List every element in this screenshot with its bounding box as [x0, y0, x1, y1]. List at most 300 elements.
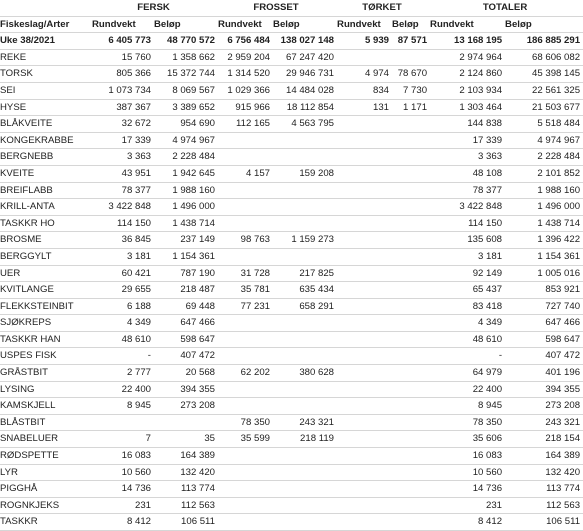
cell-totaler-belop: 22 561 325: [505, 82, 583, 99]
cell-fersk-belop: 2 228 484: [154, 149, 218, 166]
cell-totaler-rundvekt: 83 418: [430, 298, 505, 315]
cell-frosset-belop: 159 208: [273, 165, 337, 182]
table-row: [0, 66, 583, 83]
cell-frosset-belop: [273, 149, 337, 166]
cell-torket-rundvekt: [337, 199, 392, 216]
table-row: [0, 199, 583, 216]
cell-totaler-rundvekt: 8 945: [430, 398, 505, 415]
cell-fersk-belop: 787 190: [154, 265, 218, 282]
cell-totaler-belop: 1 496 000: [505, 199, 583, 216]
group-header-row: [0, 0, 583, 16]
cell-totaler-belop: 2 101 852: [505, 165, 583, 182]
species-name: BERGNEBB: [0, 149, 92, 166]
column-header-fiskeslag: Fiskeslag/Arter: [0, 16, 92, 33]
table-row: [0, 414, 583, 431]
table-row: [0, 497, 583, 514]
cell-fersk-belop: 4 974 967: [154, 132, 218, 149]
cell-torket-belop: [392, 348, 430, 365]
column-header-rundvekt: Rundvekt: [337, 16, 392, 33]
cell-frosset-belop: 218 119: [273, 431, 337, 448]
table-row: [0, 514, 583, 531]
cell-totaler-belop: 394 355: [505, 381, 583, 398]
cell-fersk-rundvekt: 4 349: [92, 315, 154, 332]
cell-totaler-belop: 243 321: [505, 414, 583, 431]
cell-totaler-rundvekt: 17 339: [430, 132, 505, 149]
cell-frosset-rundvekt: [218, 481, 273, 498]
table-row: [0, 82, 583, 99]
cell-torket-rundvekt: [337, 298, 392, 315]
cell-fersk-belop: 113 774: [154, 481, 218, 498]
cell-frosset-rundvekt: 4 157: [218, 165, 273, 182]
species-name: TASKKR: [0, 514, 92, 531]
cell-fersk-rundvekt: 2 777: [92, 365, 154, 382]
cell-totaler-rundvekt: 22 400: [430, 381, 505, 398]
cell-fersk-belop: 164 389: [154, 448, 218, 465]
total-frosset-rundvekt: 6 756 484: [218, 33, 273, 50]
cell-torket-rundvekt: [337, 497, 392, 514]
group-header-fersk: FERSK: [92, 0, 218, 16]
cell-totaler-belop: 218 154: [505, 431, 583, 448]
cell-fersk-rundvekt: 3 181: [92, 248, 154, 265]
cell-totaler-rundvekt: 2 103 934: [430, 82, 505, 99]
cell-frosset-belop: [273, 514, 337, 531]
cell-fersk-belop: 106 511: [154, 514, 218, 531]
cell-fersk-belop: 647 466: [154, 315, 218, 332]
cell-frosset-belop: 29 946 731: [273, 66, 337, 83]
cell-fersk-belop: 218 487: [154, 282, 218, 299]
cell-frosset-belop: 243 321: [273, 414, 337, 431]
table-row: [0, 398, 583, 415]
cell-torket-belop: [392, 481, 430, 498]
table-row: [0, 381, 583, 398]
cell-totaler-belop: 4 974 967: [505, 132, 583, 149]
table-row: [0, 365, 583, 382]
column-header-belop: Beløp: [392, 16, 430, 33]
table-row: [0, 481, 583, 498]
species-name: LYR: [0, 464, 92, 481]
column-header-rundvekt: Rundvekt: [430, 16, 505, 33]
cell-frosset-rundvekt: [218, 348, 273, 365]
cell-frosset-rundvekt: 2 959 204: [218, 49, 273, 66]
cell-frosset-belop: [273, 132, 337, 149]
cell-fersk-belop: [154, 414, 218, 431]
species-name: HYSE: [0, 99, 92, 116]
cell-frosset-rundvekt: [218, 331, 273, 348]
species-name: KVITLANGE: [0, 282, 92, 299]
cell-torket-rundvekt: [337, 165, 392, 182]
species-name: KVEITE: [0, 165, 92, 182]
cell-frosset-rundvekt: [218, 315, 273, 332]
cell-fersk-belop: 132 420: [154, 464, 218, 481]
total-totaler-rundvekt: 13 168 195: [430, 33, 505, 50]
cell-torket-belop: [392, 431, 430, 448]
cell-frosset-belop: 380 628: [273, 365, 337, 382]
cell-totaler-rundvekt: 14 736: [430, 481, 505, 498]
cell-totaler-rundvekt: 48 108: [430, 165, 505, 182]
cell-totaler-belop: 598 647: [505, 331, 583, 348]
cell-torket-rundvekt: [337, 149, 392, 166]
cell-torket-rundvekt: [337, 132, 392, 149]
cell-fersk-belop: 20 568: [154, 365, 218, 382]
total-totaler-belop: 186 885 291: [505, 33, 583, 50]
cell-frosset-rundvekt: 98 763: [218, 232, 273, 249]
table-row: [0, 149, 583, 166]
cell-fersk-rundvekt: -: [92, 348, 154, 365]
cell-totaler-belop: 68 606 082: [505, 49, 583, 66]
cell-frosset-rundvekt: 31 728: [218, 265, 273, 282]
table-row: [0, 182, 583, 199]
cell-totaler-belop: 407 472: [505, 348, 583, 365]
species-name: TORSK: [0, 66, 92, 83]
cell-frosset-rundvekt: 35 781: [218, 282, 273, 299]
cell-frosset-rundvekt: 35 599: [218, 431, 273, 448]
cell-frosset-belop: 635 434: [273, 282, 337, 299]
table-row: [0, 232, 583, 249]
cell-frosset-rundvekt: 112 165: [218, 116, 273, 133]
cell-frosset-belop: 67 247 420: [273, 49, 337, 66]
cell-frosset-belop: [273, 331, 337, 348]
cell-totaler-rundvekt: 144 838: [430, 116, 505, 133]
cell-torket-rundvekt: [337, 232, 392, 249]
cell-torket-belop: [392, 182, 430, 199]
table-body: [0, 33, 583, 531]
cell-fersk-belop: 237 149: [154, 232, 218, 249]
cell-totaler-belop: 45 398 145: [505, 66, 583, 83]
cell-totaler-belop: 164 389: [505, 448, 583, 465]
cell-torket-belop: [392, 464, 430, 481]
cell-torket-rundvekt: [337, 398, 392, 415]
species-name: ROGNKJEKS: [0, 497, 92, 514]
cell-frosset-belop: 217 825: [273, 265, 337, 282]
cell-frosset-rundvekt: [218, 182, 273, 199]
cell-frosset-rundvekt: 62 202: [218, 365, 273, 382]
cell-torket-belop: [392, 298, 430, 315]
cell-torket-belop: 1 171: [392, 99, 430, 116]
cell-fersk-rundvekt: 17 339: [92, 132, 154, 149]
cell-frosset-rundvekt: 1 029 366: [218, 82, 273, 99]
species-name: KONGEKRABBE: [0, 132, 92, 149]
cell-fersk-belop: 273 208: [154, 398, 218, 415]
cell-frosset-belop: [273, 398, 337, 415]
cell-frosset-belop: [273, 199, 337, 216]
cell-totaler-rundvekt: 78 377: [430, 182, 505, 199]
cell-totaler-belop: 21 503 677: [505, 99, 583, 116]
cell-fersk-rundvekt: 78 377: [92, 182, 154, 199]
cell-totaler-rundvekt: 48 610: [430, 331, 505, 348]
table-row: [0, 348, 583, 365]
cell-torket-belop: [392, 232, 430, 249]
column-header-belop: Beløp: [505, 16, 583, 33]
column-header-rundvekt: Rundvekt: [92, 16, 154, 33]
table-row: [0, 132, 583, 149]
cell-torket-rundvekt: [337, 315, 392, 332]
cell-frosset-rundvekt: [218, 381, 273, 398]
cell-fersk-rundvekt: 15 760: [92, 49, 154, 66]
cell-torket-rundvekt: [337, 414, 392, 431]
table-row: [0, 116, 583, 133]
cell-fersk-belop: 1 358 662: [154, 49, 218, 66]
cell-totaler-rundvekt: 135 608: [430, 232, 505, 249]
cell-frosset-rundvekt: [218, 398, 273, 415]
cell-frosset-rundvekt: [218, 464, 273, 481]
table-row: [0, 298, 583, 315]
cell-torket-belop: [392, 132, 430, 149]
cell-totaler-rundvekt: 92 149: [430, 265, 505, 282]
cell-torket-belop: [392, 49, 430, 66]
cell-fersk-rundvekt: 114 150: [92, 215, 154, 232]
species-name: KRILL-ANTA: [0, 199, 92, 216]
totals-row: [0, 33, 583, 50]
total-frosset-belop: 138 027 148: [273, 33, 337, 50]
cell-fersk-rundvekt: 6 188: [92, 298, 154, 315]
cell-frosset-rundvekt: 77 231: [218, 298, 273, 315]
cell-fersk-rundvekt: 36 845: [92, 232, 154, 249]
species-name: LYSING: [0, 381, 92, 398]
cell-frosset-belop: 658 291: [273, 298, 337, 315]
cell-frosset-belop: [273, 497, 337, 514]
cell-fersk-rundvekt: 3 363: [92, 149, 154, 166]
species-name: BREIFLABB: [0, 182, 92, 199]
column-header-rundvekt: Rundvekt: [218, 16, 273, 33]
cell-fersk-belop: 1 942 645: [154, 165, 218, 182]
cell-frosset-belop: [273, 248, 337, 265]
species-name: USPES FISK: [0, 348, 92, 365]
cell-frosset-rundvekt: 1 314 520: [218, 66, 273, 83]
cell-totaler-belop: 1 438 714: [505, 215, 583, 232]
species-name: PIGGHÅ: [0, 481, 92, 498]
cell-fersk-belop: 1 496 000: [154, 199, 218, 216]
cell-fersk-belop: 394 355: [154, 381, 218, 398]
species-name: RØDSPETTE: [0, 448, 92, 465]
species-name: KAMSKJELL: [0, 398, 92, 415]
cell-fersk-rundvekt: 3 422 848: [92, 199, 154, 216]
cell-fersk-belop: 112 563: [154, 497, 218, 514]
cell-fersk-belop: 1 988 160: [154, 182, 218, 199]
cell-fersk-belop: 598 647: [154, 331, 218, 348]
cell-fersk-belop: 3 389 652: [154, 99, 218, 116]
cell-totaler-belop: 1 396 422: [505, 232, 583, 249]
cell-totaler-rundvekt: 2 124 860: [430, 66, 505, 83]
group-header-totaler: TOTALER: [430, 0, 583, 16]
cell-totaler-belop: 112 563: [505, 497, 583, 514]
cell-frosset-belop: [273, 182, 337, 199]
cell-torket-rundvekt: 131: [337, 99, 392, 116]
cell-torket-belop: 7 730: [392, 82, 430, 99]
total-torket-rundvekt: 5 939: [337, 33, 392, 50]
species-name: GRÅSTBIT: [0, 365, 92, 382]
cell-frosset-rundvekt: [218, 149, 273, 166]
cell-totaler-rundvekt: 4 349: [430, 315, 505, 332]
total-torket-belop: 87 571: [392, 33, 430, 50]
cell-torket-belop: [392, 149, 430, 166]
cell-totaler-belop: 1 154 361: [505, 248, 583, 265]
cell-fersk-rundvekt: 16 083: [92, 448, 154, 465]
cell-fersk-rundvekt: [92, 414, 154, 431]
cell-totaler-belop: 401 196: [505, 365, 583, 382]
cell-totaler-belop: 106 511: [505, 514, 583, 531]
cell-torket-rundvekt: [337, 481, 392, 498]
table-row: [0, 265, 583, 282]
cell-frosset-belop: [273, 348, 337, 365]
species-name: FLEKKSTEINBIT: [0, 298, 92, 315]
species-name: SJØKREPS: [0, 315, 92, 332]
cell-fersk-belop: 8 069 567: [154, 82, 218, 99]
total-fersk-belop: 48 770 572: [154, 33, 218, 50]
cell-totaler-rundvekt: 64 979: [430, 365, 505, 382]
cell-frosset-belop: 18 112 854: [273, 99, 337, 116]
cell-fersk-belop: 954 690: [154, 116, 218, 133]
cell-torket-rundvekt: [337, 331, 392, 348]
cell-fersk-belop: 1 154 361: [154, 248, 218, 265]
cell-fersk-rundvekt: 48 610: [92, 331, 154, 348]
species-name: TASKKR HAN: [0, 331, 92, 348]
species-name: BLÅKVEITE: [0, 116, 92, 133]
cell-totaler-rundvekt: 35 606: [430, 431, 505, 448]
cell-totaler-belop: 1 988 160: [505, 182, 583, 199]
cell-torket-rundvekt: [337, 265, 392, 282]
table-row: [0, 215, 583, 232]
table-row: [0, 331, 583, 348]
cell-totaler-belop: 2 228 484: [505, 149, 583, 166]
table-row: [0, 248, 583, 265]
table-row: [0, 448, 583, 465]
group-header-frosset: FROSSET: [218, 0, 337, 16]
cell-torket-rundvekt: [337, 215, 392, 232]
cell-totaler-belop: 1 005 016: [505, 265, 583, 282]
species-name: TASKKR HO: [0, 215, 92, 232]
cell-fersk-rundvekt: 8 412: [92, 514, 154, 531]
table-row: [0, 99, 583, 116]
species-name: BERGGYLT: [0, 248, 92, 265]
cell-torket-belop: [392, 165, 430, 182]
cell-frosset-belop: 1 159 273: [273, 232, 337, 249]
totals-label: Uke 38/2021: [0, 33, 92, 50]
cell-frosset-rundvekt: [218, 514, 273, 531]
cell-frosset-rundvekt: [218, 199, 273, 216]
group-header-torket: TØRKET: [337, 0, 430, 16]
table-row: [0, 431, 583, 448]
table-row: [0, 282, 583, 299]
species-name: BROSME: [0, 232, 92, 249]
table-row: [0, 315, 583, 332]
cell-torket-belop: [392, 315, 430, 332]
cell-frosset-rundvekt: [218, 248, 273, 265]
cell-totaler-rundvekt: 3 363: [430, 149, 505, 166]
cell-torket-belop: 78 670: [392, 66, 430, 83]
cell-totaler-belop: 727 740: [505, 298, 583, 315]
cell-totaler-belop: 647 466: [505, 315, 583, 332]
cell-torket-belop: [392, 265, 430, 282]
species-name: SEI: [0, 82, 92, 99]
cell-torket-belop: [392, 248, 430, 265]
group-header-empty: [0, 0, 92, 16]
cell-fersk-rundvekt: 10 560: [92, 464, 154, 481]
table-row: [0, 49, 583, 66]
cell-totaler-belop: 273 208: [505, 398, 583, 415]
total-fersk-rundvekt: 6 405 773: [92, 33, 154, 50]
cell-torket-belop: [392, 215, 430, 232]
cell-fersk-rundvekt: 7: [92, 431, 154, 448]
cell-frosset-belop: [273, 315, 337, 332]
cell-totaler-rundvekt: 8 412: [430, 514, 505, 531]
column-header-belop: Beløp: [273, 16, 337, 33]
cell-torket-rundvekt: [337, 431, 392, 448]
cell-frosset-belop: 4 563 795: [273, 116, 337, 133]
cell-totaler-rundvekt: 1 303 464: [430, 99, 505, 116]
table-row: [0, 165, 583, 182]
species-name: SNABELUER: [0, 431, 92, 448]
cell-torket-belop: [392, 381, 430, 398]
cell-totaler-rundvekt: 10 560: [430, 464, 505, 481]
cell-fersk-rundvekt: 22 400: [92, 381, 154, 398]
cell-torket-rundvekt: [337, 182, 392, 199]
cell-fersk-rundvekt: 805 366: [92, 66, 154, 83]
table-row: [0, 464, 583, 481]
cell-fersk-rundvekt: 43 951: [92, 165, 154, 182]
cell-torket-belop: [392, 497, 430, 514]
cell-totaler-rundvekt: 65 437: [430, 282, 505, 299]
cell-totaler-belop: 853 921: [505, 282, 583, 299]
cell-fersk-rundvekt: 32 672: [92, 116, 154, 133]
cell-torket-rundvekt: [337, 282, 392, 299]
cell-torket-belop: [392, 282, 430, 299]
cell-frosset-belop: [273, 448, 337, 465]
cell-torket-rundvekt: 4 974: [337, 66, 392, 83]
cell-totaler-belop: 132 420: [505, 464, 583, 481]
cell-fersk-rundvekt: 14 736: [92, 481, 154, 498]
cell-fersk-belop: 407 472: [154, 348, 218, 365]
cell-torket-belop: [392, 116, 430, 133]
cell-frosset-rundvekt: [218, 215, 273, 232]
cell-frosset-rundvekt: 78 350: [218, 414, 273, 431]
cell-totaler-rundvekt: 231: [430, 497, 505, 514]
cell-torket-belop: [392, 414, 430, 431]
cell-totaler-rundvekt: 2 974 964: [430, 49, 505, 66]
species-name: REKE: [0, 49, 92, 66]
cell-torket-rundvekt: [337, 49, 392, 66]
cell-frosset-rundvekt: [218, 132, 273, 149]
cell-torket-rundvekt: [337, 464, 392, 481]
column-header-belop: Beløp: [154, 16, 218, 33]
cell-fersk-belop: 15 372 744: [154, 66, 218, 83]
cell-fersk-belop: 1 438 714: [154, 215, 218, 232]
cell-totaler-rundvekt: 16 083: [430, 448, 505, 465]
cell-torket-rundvekt: [337, 116, 392, 133]
cell-frosset-belop: [273, 381, 337, 398]
cell-totaler-belop: 113 774: [505, 481, 583, 498]
cell-totaler-rundvekt: 3 181: [430, 248, 505, 265]
cell-torket-rundvekt: [337, 365, 392, 382]
cell-torket-belop: [392, 448, 430, 465]
cell-torket-belop: [392, 199, 430, 216]
cell-frosset-belop: 14 484 028: [273, 82, 337, 99]
cell-frosset-belop: [273, 215, 337, 232]
cell-totaler-rundvekt: 114 150: [430, 215, 505, 232]
cell-totaler-rundvekt: 78 350: [430, 414, 505, 431]
cell-fersk-rundvekt: 8 945: [92, 398, 154, 415]
cell-torket-rundvekt: [337, 248, 392, 265]
cell-fersk-rundvekt: 60 421: [92, 265, 154, 282]
cell-torket-belop: [392, 514, 430, 531]
cell-fersk-rundvekt: 29 655: [92, 282, 154, 299]
cell-totaler-rundvekt: -: [430, 348, 505, 365]
cell-frosset-rundvekt: [218, 448, 273, 465]
cell-torket-belop: [392, 398, 430, 415]
cell-frosset-belop: [273, 464, 337, 481]
cell-torket-rundvekt: [337, 348, 392, 365]
cell-totaler-rundvekt: 3 422 848: [430, 199, 505, 216]
cell-torket-rundvekt: [337, 514, 392, 531]
